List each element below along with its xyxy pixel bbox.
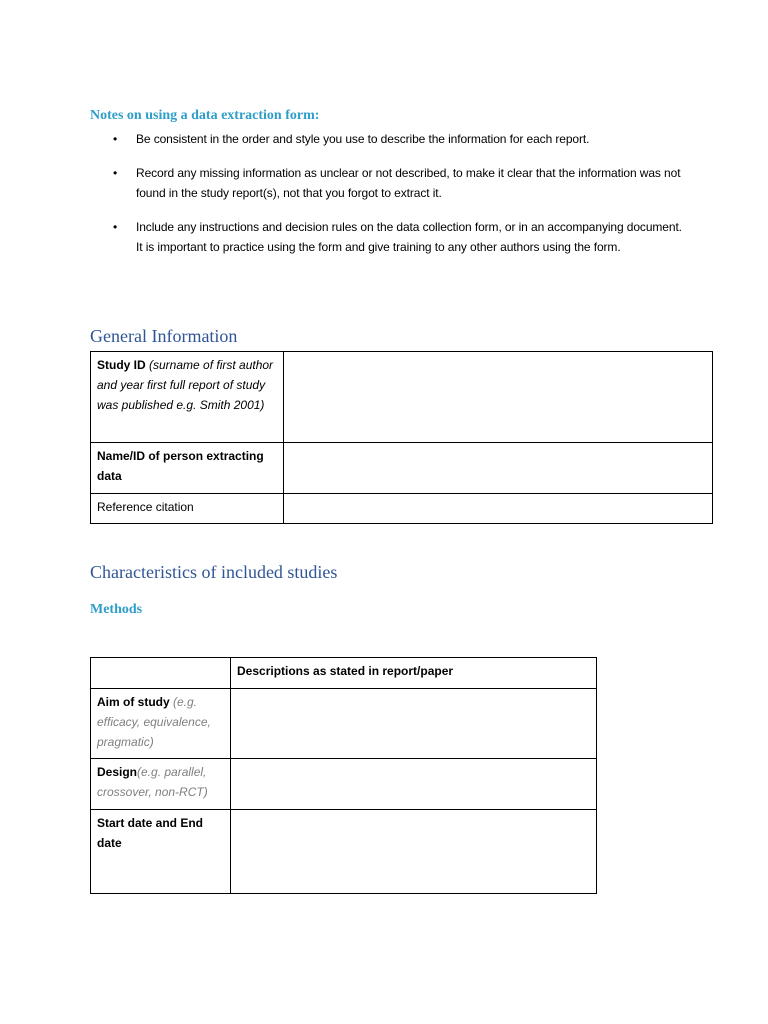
characteristics-title: Characteristics of included studies [90,562,338,582]
methods-header-cell [231,658,597,689]
table-row [91,443,713,494]
reference-citation-label: Reference citation [97,500,194,514]
extractor-label-cell [91,443,284,494]
design-label-cell [91,759,231,810]
notes-item-text: Include any instructions and decision rules on the data collection form, or in an accompanying document. It is important to practice using the form and give training to any other authors using the form. [136,220,682,254]
extractor-label: Name/ID of person extracting data [97,449,264,483]
notes-list-item [90,163,690,203]
methods-header-empty-cell [91,658,231,689]
study-id-label: Study ID [97,358,146,372]
study-id-label-cell [91,352,284,443]
design-label: Design [97,765,138,779]
table-header-row [91,658,597,689]
table-row [91,689,597,759]
notes-heading: Notes on using a data extraction form: [90,108,320,123]
general-information-title: General Information [90,326,238,346]
aim-label: Aim of study [97,695,170,709]
bullet-icon: • [113,166,118,180]
table-row [91,352,713,443]
bullet-icon: • [113,132,118,146]
dates-label-cell [91,810,231,894]
reference-citation-field[interactable] [284,494,713,524]
bullet-icon: • [113,220,118,234]
table-row [91,759,597,810]
aim-hint: (e.g. efficacy, equivalence, pragmatic) [97,695,211,749]
notes-item-text: Be consistent in the order and style you use to describe the information for each report. [136,132,590,146]
study-id-field[interactable] [284,352,713,443]
notes-item-text: Record any missing information as unclear or not described, to make it clear that the information was not found in the study report(s), not that you forgot to extract it. [136,166,681,200]
design-field[interactable] [231,759,597,810]
table-row [91,494,713,524]
methods-table [90,657,597,894]
dates-label: Start date and End date [97,816,204,850]
methods-title: Methods [90,602,143,617]
extractor-field[interactable] [284,443,713,494]
notes-list-item [90,129,690,149]
reference-citation-label-cell [91,494,284,524]
dates-field[interactable] [231,810,597,894]
table-row [91,810,597,894]
aim-label-cell [91,689,231,759]
methods-column-header: Descriptions as stated in report/paper [237,664,454,678]
study-id-hint: (surname of first author and year first full report of study was published e.g. Smith 2001) [97,358,274,412]
notes-list [90,129,690,271]
design-hint: (e.g. parallel, crossover, non-RCT) [97,765,208,799]
general-information-table [90,351,713,524]
aim-field[interactable] [231,689,597,759]
notes-list-item [90,217,690,257]
